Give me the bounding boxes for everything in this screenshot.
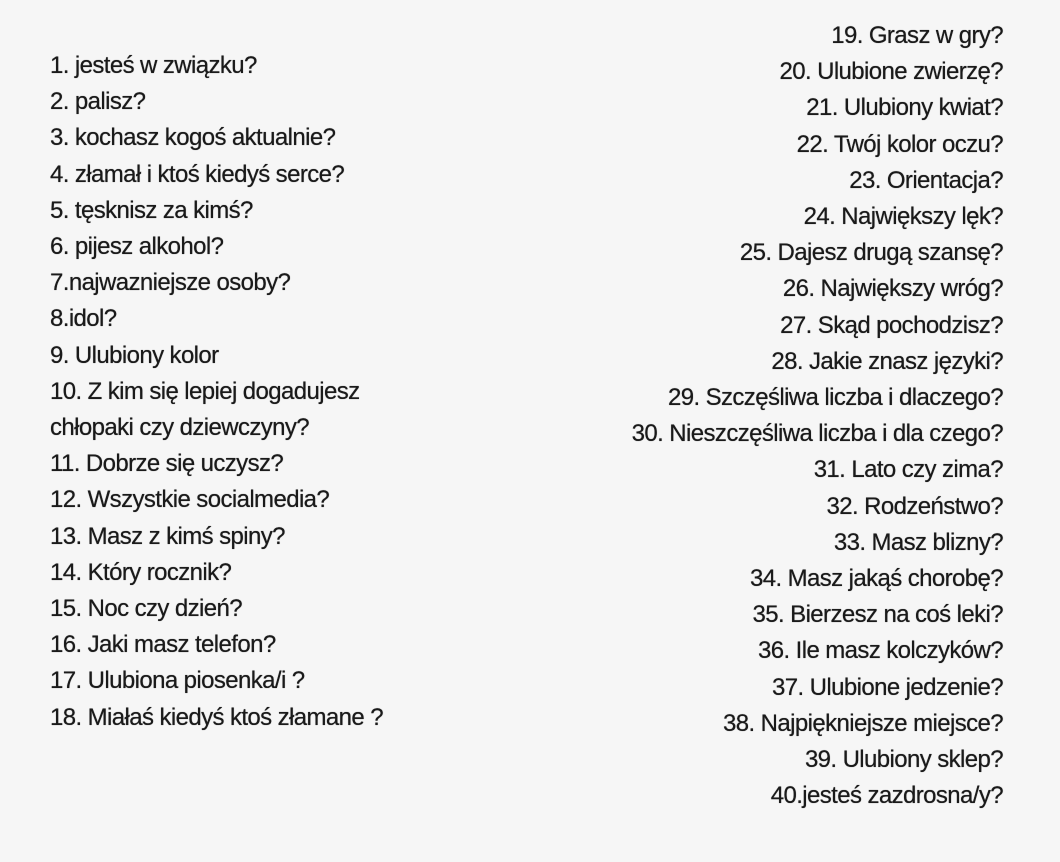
question-item: 1. jesteś w związku? bbox=[50, 52, 257, 79]
question-item: 13. Masz z kimś spiny? bbox=[50, 522, 285, 550]
question-item: 28. Jakie znasz języki? bbox=[771, 347, 1003, 375]
question-item: 2. palisz? bbox=[50, 88, 146, 116]
question-item: 4. złamał i ktoś kiedyś serce? bbox=[50, 160, 345, 188]
question-item: 21. Ulubiony kwiat? bbox=[806, 94, 1003, 122]
question-item: 7.najwazniejsze osoby? bbox=[50, 269, 291, 297]
question-item: 38. Najpiękniejsze miejsce? bbox=[723, 709, 1003, 737]
question-item: 40.jesteś zazdrosna/y? bbox=[770, 782, 1003, 810]
question-item: 35. Bierzesz na coś leki? bbox=[752, 601, 1003, 629]
question-item: 24. Największy lęk? bbox=[803, 203, 1003, 231]
question-item: 12. Wszystkie socialmedia? bbox=[50, 486, 330, 514]
question-item: 9. Ulubiony kolor bbox=[50, 341, 219, 369]
question-item: 19. Grasz w gry? bbox=[831, 22, 1003, 49]
question-item: 37. Ulubione jedzenie? bbox=[772, 673, 1003, 701]
question-item: 14. Który rocznik? bbox=[50, 558, 232, 586]
question-item: 18. Miałaś kiedyś ktoś złamane ? bbox=[50, 703, 383, 731]
right-question-list bbox=[503, 18, 1003, 814]
question-item: 6. pijesz alkohol? bbox=[50, 233, 224, 261]
question-item: 15. Noc czy dzień? bbox=[50, 595, 242, 623]
question-item: 31. Lato czy zima? bbox=[813, 456, 1003, 484]
question-item: 25. Dajesz drugą szansę? bbox=[739, 239, 1003, 267]
question-item: 29. Szczęśliwa liczba i dlaczego? bbox=[667, 384, 1003, 412]
question-item-continuation: chłopaki czy dziewczyny? bbox=[50, 414, 310, 442]
question-item: 20. Ulubione zwierzę? bbox=[779, 58, 1003, 86]
question-item: 17. Ulubiona piosenka/i ? bbox=[50, 667, 305, 695]
question-item: 27. Skąd pochodzisz? bbox=[780, 311, 1003, 339]
question-item: 23. Orientacja? bbox=[849, 166, 1003, 194]
question-item: 33. Masz blizny? bbox=[833, 528, 1003, 556]
left-question-list bbox=[50, 48, 520, 736]
question-item: 11. Dobrze się uczysz? bbox=[50, 450, 284, 478]
question-item: 39. Ulubiony sklep? bbox=[804, 746, 1003, 774]
question-item: 34. Masz jakąś chorobę? bbox=[749, 565, 1003, 593]
question-item: 22. Twój kolor oczu? bbox=[796, 130, 1003, 158]
question-item: 16. Jaki masz telefon? bbox=[50, 631, 276, 659]
question-item: 32. Rodzeństwo? bbox=[826, 492, 1003, 520]
question-item: 30. Nieszczęśliwa liczba i dla czego? bbox=[631, 420, 1003, 448]
question-item: 26. Największy wróg? bbox=[782, 275, 1003, 303]
question-item: 10. Z kim się lepiej dogadujesz bbox=[50, 377, 360, 405]
question-item: 5. tęsknisz za kimś? bbox=[50, 196, 253, 224]
question-item: 8.idol? bbox=[50, 305, 117, 333]
question-item: 36. Ile masz kolczyków? bbox=[758, 637, 1003, 665]
question-item: 3. kochasz kogoś aktualnie? bbox=[50, 124, 336, 152]
